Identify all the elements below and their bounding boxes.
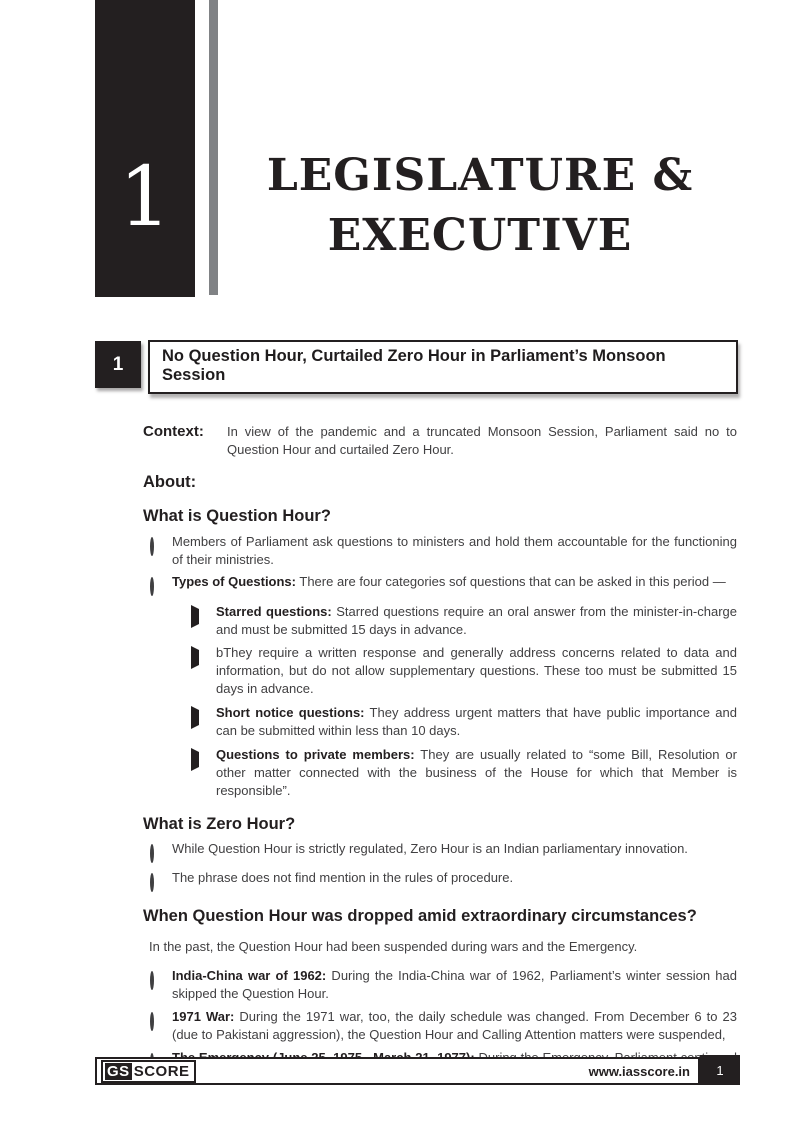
about-heading: About: [143,473,197,491]
list-item [143,533,737,569]
footer-bar [95,1057,700,1085]
section-number-badge: 1 [95,341,141,388]
gear-bullet-icon [150,1012,154,1031]
footer-website: www.iasscore.in [588,1063,690,1079]
arrow-bullet-icon [191,748,199,771]
list-item [143,573,737,596]
sub-list-item-text: bThey require a written response and generally address concerns related to data and information, but do not allow supplementary questions. These too must be submitted 15 days in advance. [216,645,737,696]
article-body [143,423,737,1085]
gear-bullet-icon [150,971,154,990]
logo-score-mark: SCORE [133,1062,190,1080]
chapter-title-line2: EXECUTIVE [327,210,633,261]
arrow-bullet-icon [191,646,199,669]
list-item [143,967,737,1003]
question-hour-heading: What is Question Hour? [143,507,331,525]
section-title: No Question Hour, Curtailed Zero Hour in Parliament’s Monsoon Session [148,340,738,394]
context-label: Context: [143,423,204,440]
context-row [143,423,737,459]
zero-hour-heading: What is Zero Hour? [143,815,296,833]
gear-bullet-icon [150,873,154,892]
list-item-text: While Question Hour is strictly regulated, Zero Hour is an Indian parliamentary innovation. [172,841,688,856]
gsscore-logo [101,1060,196,1083]
list-item-text: Types of Questions: There are four categories sof questions that can be asked in this period — [172,574,726,589]
list-item [143,1008,737,1044]
list-item [143,840,737,863]
chapter-accent-strip [209,0,218,295]
dropped-intro-paragraph: In the past, the Question Hour had been suspended during wars and the Emergency. [149,939,638,954]
sub-list-item [191,704,737,740]
sub-list-item [191,603,737,639]
gear-bullet-icon [150,537,154,556]
list-item-text: Members of Parliament ask questions to ministers and hold them accountable for the functioning of their ministries. [172,534,737,567]
dropped-heading: When Question Hour was dropped amid extraordinary circumstances? [143,907,697,925]
page-number-badge: 1 [700,1055,740,1085]
context-text: In view of the pandemic and a truncated Monsoon Session, Parliament said no to Question Hour and curtailed Zero Hour. [227,424,737,457]
list-item-text: India-China war of 1962: During the India-China war of 1962, Parliament’s winter session had skipped the Question Hour. [172,968,737,1001]
chapter-number: 1 [118,150,172,245]
gear-bullet-icon [150,577,154,596]
list-item-text: The phrase does not find mention in the rules of procedure. [172,870,514,885]
chapter-number-bar [95,0,195,297]
sub-list-item-text: Questions to private members: They are usually related to “some Bill, Resolution or other matter connected with the business of the House for which that Member is responsible”. [216,747,737,798]
sub-list-item-text: Starred questions: Starred questions require an oral answer from the minister-in-charge and must be submitted 15 days in advance. [216,604,737,637]
chapter-title-line1: LEGISLATURE & [266,150,694,201]
section-heading-row [95,340,738,392]
arrow-bullet-icon [191,605,199,628]
sub-list-item [191,746,737,800]
chapter-title [230,146,730,266]
list-item-text: 1971 War: During the 1971 war, too, the daily schedule was changed. From December 6 to 23 (due to Pakistani aggression), the Question Hour and Calling Attention matters were suspended, [172,1009,738,1042]
gear-bullet-icon [150,844,154,863]
sub-list-item [191,644,737,698]
list-item [143,869,737,892]
sub-list-item-text: Short notice questions: They address urgent matters that have public importance and can be submitted within less than 10 days. [216,705,737,738]
arrow-bullet-icon [191,706,199,729]
logo-gs-mark: GS [107,1062,130,1080]
